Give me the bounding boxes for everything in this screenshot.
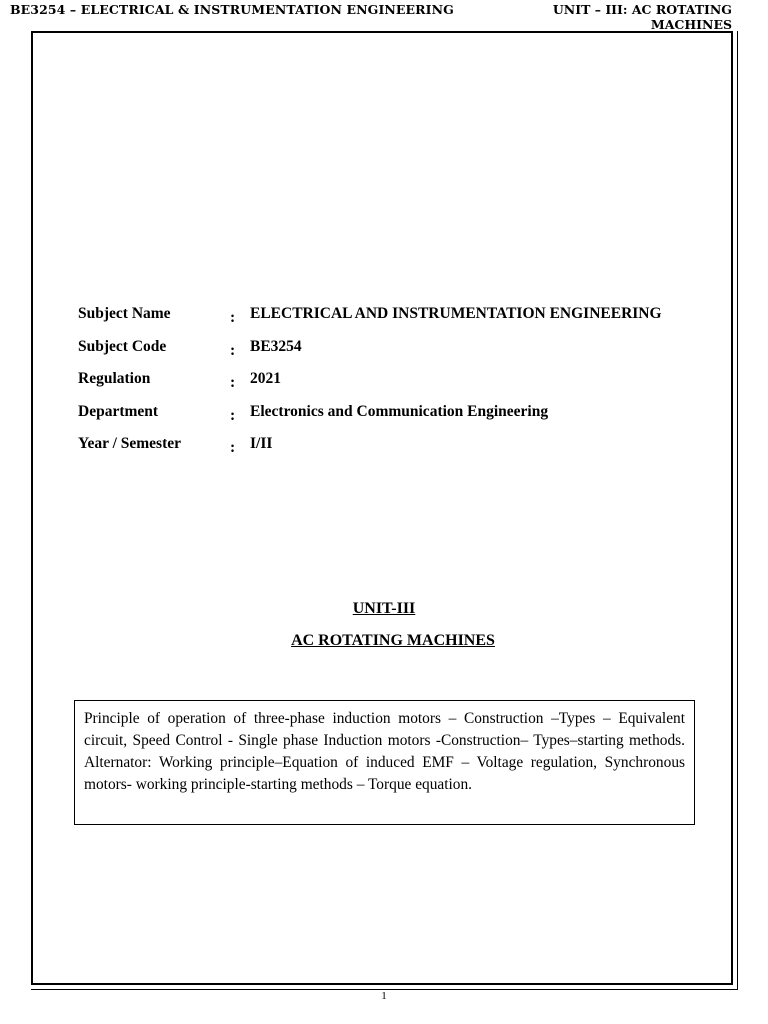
header-course-title: BE3254 – ELECTRICAL & INSTRUMENTATION ENGINEERING: [10, 2, 454, 17]
page-number: 1: [381, 990, 387, 1002]
page-border: [31, 31, 733, 985]
info-colon: :: [230, 309, 236, 326]
info-colon: :: [230, 374, 236, 392]
page-border-shadow-right: [737, 31, 738, 989]
info-label: Subject Code: [78, 337, 167, 355]
info-colon: :: [230, 341, 236, 359]
info-value: ELECTRICAL AND INSTRUMENTATION ENGINEERING: [250, 305, 662, 322]
info-value: I/II: [250, 435, 273, 453]
header-unit-line1: UNIT – III: AC ROTATING: [552, 2, 732, 17]
info-value: Electronics and Communication Engineering: [250, 402, 549, 420]
info-label: Year / Semester: [78, 435, 182, 453]
info-label: Department: [78, 402, 159, 420]
info-label: Regulation: [78, 370, 151, 388]
info-colon: :: [230, 439, 236, 457]
info-value: 2021: [250, 370, 281, 388]
info-value: BE3254: [250, 337, 302, 355]
syllabus-box: Principle of operation of three-phase induction motors – Construction –Types – Equivalent circuit, Speed Control - Single phase Induction motors -Construction– Types–starting methods. Alternator: Working principle–Equation of induced EMF – Voltage regulation, Synchronous motors- working principle-starting methods – Torque equation.: [74, 700, 695, 825]
unit-title: UNIT-III: [352, 600, 416, 617]
info-colon: :: [230, 406, 236, 424]
unit-subtitle: AC ROTATING MACHINES: [291, 632, 495, 649]
info-label: Subject Name: [78, 305, 171, 322]
header-unit-line2: MACHINES: [650, 17, 732, 32]
header-unit-title: [532, 2, 732, 32]
